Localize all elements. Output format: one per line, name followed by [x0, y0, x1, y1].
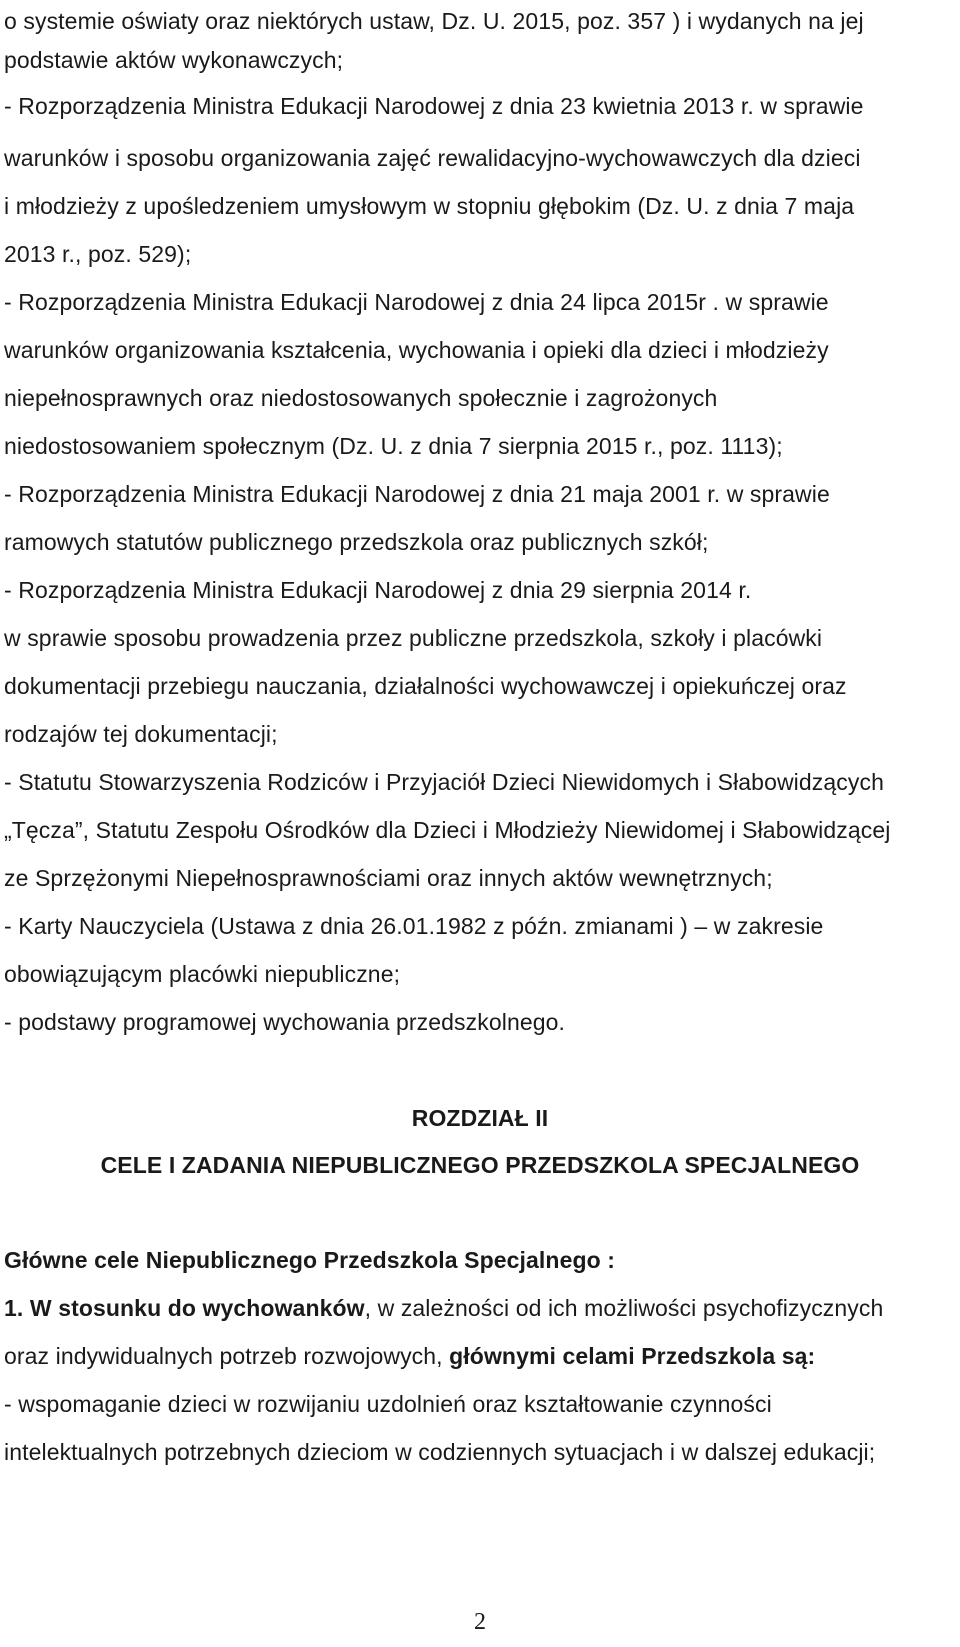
page-number: 2: [474, 1609, 486, 1635]
text-line: w sprawie sposobu prowadzenia przez publiczne przedszkola, szkoły i placówki: [4, 625, 823, 651]
text-line: warunków i sposobu organizowania zajęć rewalidacyjno-wychowawczych dla dzieci: [4, 145, 861, 171]
text-line: warunków organizowania kształcenia, wychowania i opieki dla dzieci i młodzieży: [4, 337, 829, 363]
text-line: obowiązującym placówki niepubliczne;: [4, 961, 401, 987]
text-line: ramowych statutów publicznego przedszkola oraz publicznych szkół;: [4, 529, 709, 555]
text-line: - Rozporządzenia Ministra Edukacji Narodowej z dnia 29 sierpnia 2014 r.: [4, 577, 752, 603]
chapter-subtitle: CELE I ZADANIA NIEPUBLICZNEGO PRZEDSZKOLA SPECJALNEGO: [100, 1152, 860, 1178]
text-line: podstawie aktów wykonawczych;: [4, 47, 344, 73]
goal-1-line-2-bold: głównymi celami Przedszkola są:: [449, 1343, 816, 1369]
goal-1-line-1: [4, 1293, 883, 1323]
text-line: „Tęcza”, Statutu Zespołu Ośrodków dla Dzieci i Młodzieży Niewidomej i Słabowidzącej: [4, 817, 891, 843]
text-line: - Statutu Stowarzyszenia Rodziców i Przyjaciół Dzieci Niewidomych i Słabowidzących: [4, 769, 884, 795]
goal-item: intelektualnych potrzebnych dzieciom w codziennych sytuacjach i w dalszej edukacji;: [4, 1439, 876, 1465]
text-line: ze Sprzężonymi Niepełnosprawnościami oraz innych aktów wewnętrznych;: [4, 865, 773, 891]
text-line: niepełnosprawnych oraz niedostosowanych społecznie i zagrożonych: [4, 385, 718, 411]
text-line: o systemie oświaty oraz niektórych ustaw, Dz. U. 2015, poz. 357 ) i wydanych na jej: [4, 8, 864, 34]
goal-1-line-2: [4, 1341, 815, 1371]
text-line: 2013 r., poz. 529);: [4, 241, 192, 267]
goal-1-text-after: , w zależności od ich możliwości psychofizycznych: [364, 1295, 884, 1321]
chapter-title: ROZDZIAŁ II: [411, 1105, 549, 1131]
goal-1-bold-start: W stosunku do wychowanków: [29, 1295, 365, 1321]
goal-item: - wspomaganie dzieci w rozwijaniu uzdolnień oraz kształtowanie czynności: [4, 1391, 772, 1417]
text-line: rodzajów tej dokumentacji;: [4, 721, 278, 747]
text-line: - Rozporządzenia Ministra Edukacji Narodowej z dnia 23 kwietnia 2013 r. w sprawie: [4, 93, 864, 119]
text-line: dokumentacji przebiegu nauczania, działalności wychowawczej i opiekuńczej oraz: [4, 673, 847, 699]
goal-1-number: 1.: [4, 1295, 24, 1321]
goal-1-line-2-start: oraz indywidualnych potrzeb rozwojowych,: [4, 1343, 443, 1369]
text-line: - Rozporządzenia Ministra Edukacji Narodowej z dnia 24 lipca 2015r . w sprawie: [4, 289, 829, 315]
text-line: - Karty Nauczyciela (Ustawa z dnia 26.01.1982 z późn. zmianami ) – w zakresie: [4, 913, 824, 939]
text-line: - podstawy programowej wychowania przedszkolnego.: [4, 1009, 566, 1035]
text-line: i młodzieży z upośledzeniem umysłowym w stopniu głębokim (Dz. U. z dnia 7 maja: [4, 193, 855, 219]
text-line: - Rozporządzenia Ministra Edukacji Narodowej z dnia 21 maja 2001 r. w sprawie: [4, 481, 830, 507]
text-line: niedostosowaniem społecznym (Dz. U. z dnia 7 sierpnia 2015 r., poz. 1113);: [4, 433, 783, 459]
goals-heading: Główne cele Niepublicznego Przedszkola Specjalnego :: [4, 1247, 616, 1273]
